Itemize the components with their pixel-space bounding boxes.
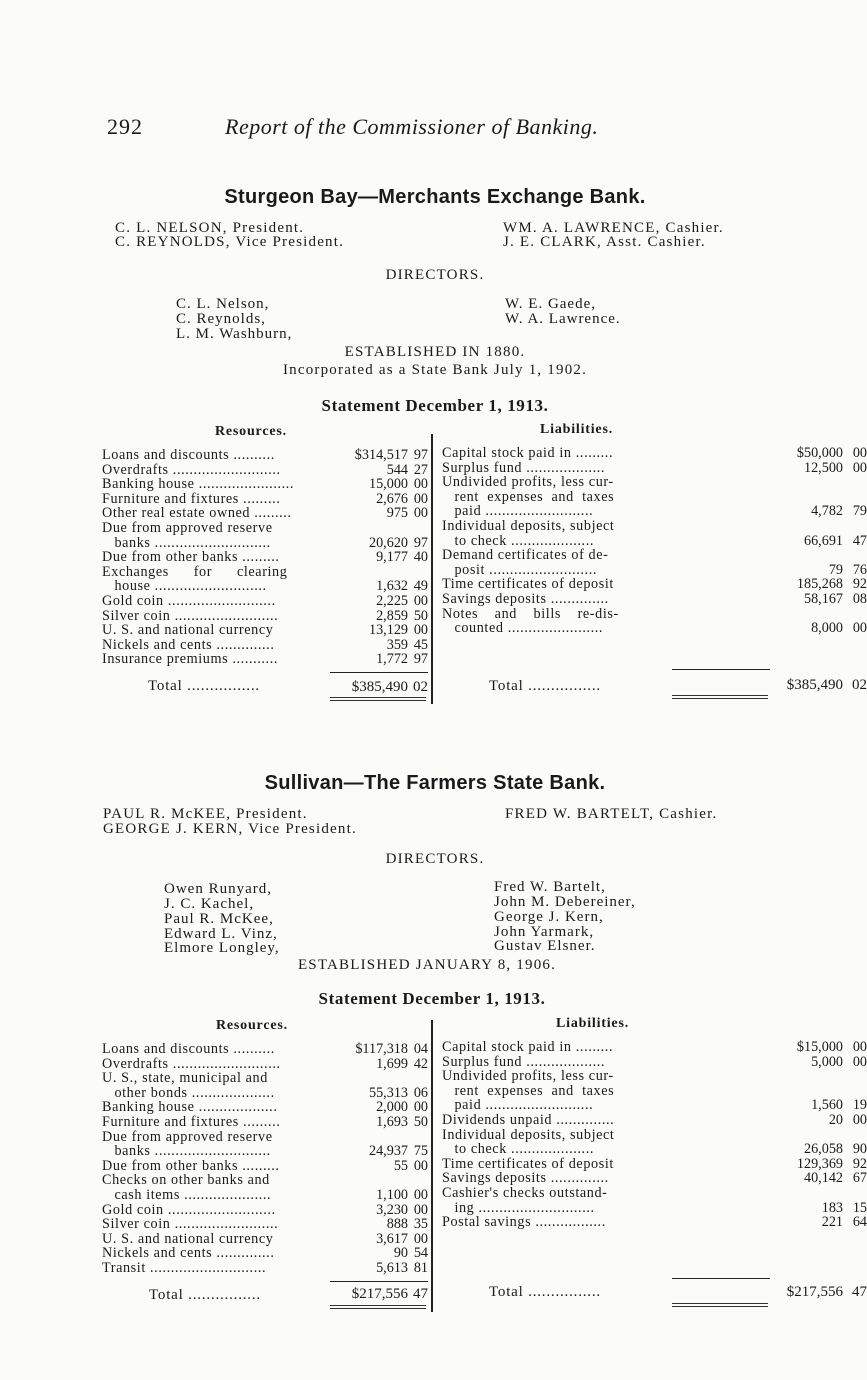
row-cents: 54 — [413, 1245, 428, 1262]
table-row — [102, 1246, 430, 1260]
table-row — [102, 1130, 430, 1144]
table-row — [102, 1217, 430, 1231]
row-label: Capital stock paid in ......... — [442, 1040, 614, 1054]
row-dollars: 185,268 — [796, 576, 843, 593]
total-rule — [330, 672, 428, 673]
row-cents: 00 — [852, 445, 867, 461]
table-row — [102, 536, 430, 550]
row-dollars: 55,313 — [368, 1084, 408, 1101]
row-label: Undivided profits, less cur- — [442, 475, 614, 490]
table-row — [102, 506, 430, 520]
row-label: Banking house ................... — [102, 1100, 278, 1115]
director: George J. Kern, — [494, 909, 604, 925]
row-dollars: 66,691 — [803, 532, 843, 549]
director: W. A. Lawrence. — [505, 311, 621, 327]
row-cents: 90 — [852, 1141, 867, 1158]
row-dollars: 13,129 — [368, 622, 408, 639]
total-label: Total ................ — [489, 1284, 601, 1300]
row-cents: 76 — [852, 561, 867, 578]
double-rule — [672, 695, 768, 699]
director: Gustav Elsner. — [494, 938, 596, 954]
director: Elmore Longley, — [164, 940, 280, 956]
table-row — [102, 492, 430, 506]
total-cents: 02 — [852, 677, 867, 693]
row-dollars: $15,000 — [796, 1039, 843, 1055]
row-dollars: 3,230 — [376, 1201, 408, 1218]
officer-president: PAUL R. McKEE, President. — [103, 806, 308, 822]
table-row — [102, 638, 430, 652]
row-dollars: 5,000 — [811, 1053, 843, 1070]
table-row — [102, 463, 430, 477]
total-label: Total ................ — [148, 678, 260, 694]
row-label: Surplus fund ................... — [442, 460, 606, 475]
table-row — [102, 1203, 430, 1217]
row-label: posit .......................... — [442, 562, 597, 577]
table-row — [442, 1069, 867, 1083]
row-cents: 00 — [413, 622, 428, 639]
column-divider — [431, 434, 433, 704]
table-row — [102, 1115, 430, 1129]
row-cents: 00 — [413, 1157, 428, 1174]
table-row — [442, 1201, 867, 1215]
total-row — [102, 680, 430, 694]
table-row — [102, 594, 430, 608]
row-cents: 45 — [413, 636, 428, 653]
row-cents: 97 — [413, 534, 428, 551]
liabilities-heading: Liabilities. — [556, 1016, 629, 1031]
row-label: Overdrafts .......................... — [102, 462, 281, 477]
row-cents: 19 — [852, 1097, 867, 1114]
officer-cashier: WM. A. LAWRENCE, Cashier. — [503, 220, 724, 236]
row-label: Gold coin .......................... — [102, 1202, 276, 1217]
row-label: Gold coin .......................... — [102, 594, 276, 608]
row-dollars: 1,693 — [376, 1114, 408, 1130]
total-dollars: $217,556 — [351, 1286, 408, 1302]
row-dollars: 544 — [386, 461, 408, 478]
total-label-text: Total — [489, 678, 524, 694]
table-row — [442, 1040, 867, 1054]
row-dollars: 183 — [821, 1199, 843, 1216]
row-dollars: 359 — [386, 636, 408, 653]
row-label: Undivided profits, less cur- — [442, 1069, 614, 1084]
row-label: Transit ............................ — [102, 1261, 267, 1275]
table-row — [102, 1086, 430, 1100]
row-label: Silver coin ......................... — [102, 1217, 279, 1232]
row-label: Furniture and fixtures ......... — [102, 1115, 281, 1129]
row-cents: 00 — [852, 459, 867, 476]
row-cents: 49 — [413, 578, 428, 595]
table-row — [442, 563, 867, 577]
director: J. C. Kachel, — [164, 896, 255, 912]
row-cents: 50 — [413, 1114, 428, 1130]
total-dollars: $385,490 — [351, 679, 408, 695]
statement-title: Statement December 1, 1913. — [321, 396, 549, 415]
row-cents: 00 — [413, 505, 428, 522]
row-label: Time certificates of deposit — [442, 577, 614, 592]
director: Fred W. Bartelt, — [494, 879, 606, 895]
liabilities-heading: Liabilities. — [540, 422, 613, 437]
row-label: Insurance premiums ........... — [102, 652, 278, 667]
table-row — [442, 490, 867, 504]
table-row — [102, 1057, 430, 1071]
row-cents: 00 — [413, 593, 428, 609]
row-cents: 81 — [413, 1260, 428, 1276]
table-row — [102, 1188, 430, 1202]
table-row — [102, 1071, 430, 1085]
table-row — [442, 534, 867, 548]
table-row — [102, 448, 430, 462]
established-line: ESTABLISHED IN 1880. — [344, 344, 526, 360]
row-label: banks ............................ — [102, 1144, 271, 1159]
row-label: Dividends unpaid .............. — [442, 1113, 615, 1127]
bank-title: Sullivan—The Farmers State Bank. — [264, 772, 606, 794]
row-cents: 00 — [413, 490, 428, 507]
table-row — [442, 1128, 867, 1142]
director: John M. Debereiner, — [494, 894, 636, 910]
row-dollars: $50,000 — [796, 445, 843, 461]
statement-title: Statement December 1, 1913. — [318, 989, 546, 1008]
row-label: Due from other banks ......... — [102, 1158, 280, 1173]
director: W. E. Gaede, — [505, 296, 596, 312]
row-cents: 00 — [413, 1201, 428, 1218]
row-dollars: 1,632 — [376, 578, 408, 595]
row-cents: 35 — [413, 1216, 428, 1233]
total-row — [442, 1285, 867, 1299]
row-dollars: 129,369 — [796, 1155, 843, 1172]
row-label: ing ............................ — [442, 1200, 595, 1215]
table-row — [442, 548, 867, 562]
table-row — [442, 621, 867, 635]
row-label: counted ....................... — [442, 621, 604, 636]
row-label: U. S. and national currency — [102, 623, 274, 638]
table-row — [442, 446, 867, 460]
row-cents: 92 — [852, 576, 867, 593]
row-cents: 06 — [413, 1084, 428, 1101]
table-row — [102, 623, 430, 637]
officer-cashier: FRED W. BARTELT, Cashier. — [505, 806, 718, 822]
row-label: Checks on other banks and — [102, 1173, 270, 1188]
table-row — [102, 521, 430, 535]
table-row — [102, 579, 430, 593]
row-label: Capital stock paid in ......... — [442, 446, 614, 460]
row-dollars: 1,560 — [811, 1097, 843, 1114]
row-dollars: 1,699 — [376, 1055, 408, 1072]
row-dollars: 2,000 — [376, 1099, 408, 1116]
row-label: to check .................... — [442, 533, 594, 548]
row-cents: 15 — [852, 1199, 867, 1216]
row-label: U. S., state, municipal and — [102, 1071, 268, 1086]
row-cents: 64 — [852, 1214, 867, 1231]
row-cents: 97 — [413, 447, 428, 463]
row-dollars: 79 — [828, 561, 843, 578]
table-row — [442, 592, 867, 606]
row-dollars: 221 — [821, 1214, 843, 1231]
resources-heading: Resources. — [216, 1018, 288, 1033]
row-dollars: 8,000 — [811, 620, 843, 637]
total-row — [442, 678, 867, 692]
table-row — [102, 1100, 430, 1114]
table-row — [102, 1232, 430, 1246]
total-rule — [672, 669, 770, 670]
row-label: to check .................... — [442, 1142, 594, 1157]
row-label: paid .......................... — [442, 504, 594, 519]
double-rule — [330, 1305, 426, 1309]
total-cents: 47 — [413, 1286, 428, 1302]
row-cents: 42 — [413, 1055, 428, 1072]
row-dollars: 12,500 — [803, 459, 843, 476]
row-dollars: 20,620 — [368, 534, 408, 551]
row-dollars: 5,613 — [376, 1260, 408, 1276]
table-row — [102, 1144, 430, 1158]
row-dollars: 26,058 — [803, 1141, 843, 1158]
row-label: Nickels and cents .............. — [102, 637, 275, 652]
table-row — [102, 1173, 430, 1187]
row-label: Banking house ....................... — [102, 477, 295, 492]
officer-vice-president: C. REYNOLDS, Vice President. — [115, 234, 345, 250]
row-label: Loans and discounts .......... — [102, 448, 275, 462]
row-dollars: 1,100 — [376, 1187, 408, 1203]
row-label: Nickels and cents .............. — [102, 1246, 275, 1261]
resources-heading: Resources. — [215, 424, 287, 439]
director: C. Reynolds, — [176, 311, 266, 327]
row-label: banks ............................ — [102, 535, 271, 550]
row-cents: 04 — [413, 1041, 428, 1057]
table-row — [102, 477, 430, 491]
bank-title: Sturgeon Bay—Merchants Exchange Bank. — [224, 186, 646, 208]
total-dollars: $385,490 — [786, 677, 843, 693]
table-row — [102, 609, 430, 623]
row-dollars: 2,859 — [376, 607, 408, 624]
total-row — [102, 1287, 430, 1301]
row-dollars: 15,000 — [368, 476, 408, 493]
row-label: Postal savings ................. — [442, 1215, 606, 1230]
row-cents: 75 — [413, 1143, 428, 1160]
director: Edward L. Vinz, — [164, 926, 278, 942]
table-row — [102, 652, 430, 666]
established-line: ESTABLISHED JANUARY 8, 1906. — [297, 957, 557, 973]
row-label: paid .......................... — [442, 1098, 594, 1113]
row-label: Savings deposits .............. — [442, 1171, 609, 1186]
total-rule — [672, 1278, 770, 1279]
officer-asst-cashier: J. E. CLARK, Asst. Cashier. — [503, 234, 706, 250]
row-label: Individual deposits, subject — [442, 519, 615, 533]
table-row — [102, 1261, 430, 1275]
row-cents: 67 — [852, 1170, 867, 1187]
row-cents: 00 — [852, 1053, 867, 1070]
row-cents: 79 — [852, 503, 867, 520]
row-cents: 92 — [852, 1155, 867, 1172]
row-cents: 97 — [413, 651, 428, 668]
director: C. L. Nelson, — [176, 296, 270, 312]
table-row — [442, 475, 867, 489]
row-dollars: 58,167 — [803, 591, 843, 607]
total-label: Total ................ — [489, 678, 601, 694]
row-label: U. S. and national currency — [102, 1231, 274, 1246]
page-header — [107, 114, 767, 144]
row-label: house ........................... — [102, 579, 267, 594]
row-label: Time certificates of deposit — [442, 1156, 614, 1171]
row-cents: 00 — [413, 1230, 428, 1247]
director: John Yarmark, — [494, 924, 595, 940]
director: L. M. Washburn, — [176, 326, 293, 342]
row-label: Exchanges for clearing — [102, 564, 288, 579]
incorporated-line: Incorporated as a State Bank July 1, 1902. — [282, 362, 588, 378]
row-label: Individual deposits, subject — [442, 1127, 615, 1142]
row-label: Notes and bills re-dis- — [442, 606, 619, 621]
row-label: Surplus fund ................... — [442, 1054, 606, 1069]
row-cents: 08 — [852, 591, 867, 607]
double-rule — [330, 697, 426, 701]
table-row — [442, 1215, 867, 1229]
table-row — [442, 1142, 867, 1156]
table-row — [442, 504, 867, 518]
director: Paul R. McKee, — [164, 911, 274, 927]
table-row — [442, 1055, 867, 1069]
row-cents: 00 — [852, 1039, 867, 1055]
row-cents: 00 — [852, 1112, 867, 1128]
row-dollars: 9,177 — [376, 549, 408, 566]
total-label-text: Total — [489, 1284, 524, 1300]
officer-vice-president: GEORGE J. KERN, Vice President. — [103, 821, 357, 837]
director: Owen Runyard, — [164, 881, 272, 897]
row-dollars: 40,142 — [803, 1170, 843, 1187]
total-label-text: Total — [149, 1287, 184, 1303]
row-dollars: 4,782 — [811, 503, 843, 520]
total-cents: 47 — [852, 1284, 867, 1300]
row-dollars: 888 — [386, 1216, 408, 1233]
table-row — [442, 1157, 867, 1171]
row-label: rent expenses and taxes — [442, 1083, 615, 1098]
row-cents: 00 — [852, 620, 867, 637]
page-number: 292 — [107, 114, 143, 139]
row-dollars: 2,225 — [376, 593, 408, 609]
total-cents: 02 — [413, 679, 428, 695]
row-label: Due from approved reserve — [102, 1129, 273, 1144]
row-dollars: 90 — [393, 1245, 408, 1262]
directors-heading: DIRECTORS. — [385, 267, 485, 283]
total-rule — [330, 1281, 428, 1282]
row-label: Due from other banks ......... — [102, 550, 280, 565]
row-label: Due from approved reserve — [102, 521, 273, 535]
table-row — [102, 1159, 430, 1173]
column-divider — [431, 1020, 433, 1312]
table-row — [442, 1186, 867, 1200]
row-label: cash items ..................... — [102, 1188, 272, 1202]
row-label: Overdrafts .......................... — [102, 1056, 281, 1071]
row-cents: 00 — [413, 1187, 428, 1203]
row-dollars: $314,517 — [354, 447, 408, 463]
row-label: Silver coin ......................... — [102, 608, 279, 623]
total-label-text: Total — [148, 678, 183, 694]
officer-president: C. L. NELSON, President. — [115, 220, 305, 236]
table-row — [442, 607, 867, 621]
double-rule — [672, 1303, 768, 1307]
table-row — [442, 519, 867, 533]
row-dollars: 2,676 — [376, 490, 408, 507]
row-dollars: 975 — [386, 505, 408, 522]
row-cents: 40 — [413, 549, 428, 566]
directors-heading: DIRECTORS. — [385, 851, 485, 867]
table-row — [442, 1171, 867, 1185]
row-dollars: 20 — [828, 1112, 843, 1128]
row-label: Furniture and fixtures ......... — [102, 491, 281, 506]
table-row — [442, 577, 867, 591]
table-row — [442, 1113, 867, 1127]
row-label: other bonds .................... — [102, 1085, 275, 1100]
row-cents: 50 — [413, 607, 428, 624]
total-label: Total ................ — [149, 1287, 261, 1303]
total-dollars: $217,556 — [786, 1284, 843, 1300]
row-label: rent expenses and taxes — [442, 489, 615, 504]
row-label: Demand certificates of de- — [442, 548, 609, 563]
row-cents: 27 — [413, 461, 428, 478]
row-label: Other real estate owned ......... — [102, 506, 292, 521]
row-dollars: $117,318 — [355, 1041, 408, 1057]
row-dollars: 3,617 — [376, 1230, 408, 1247]
table-row — [102, 565, 430, 579]
row-label: Savings deposits .............. — [442, 592, 609, 606]
row-cents: 47 — [852, 532, 867, 549]
table-row — [102, 550, 430, 564]
row-dollars: 24,937 — [368, 1143, 408, 1160]
running-title: Report of the Commissioner of Banking. — [225, 114, 599, 139]
row-dollars: 55 — [393, 1157, 408, 1174]
table-row — [442, 1084, 867, 1098]
row-cents: 00 — [413, 1099, 428, 1116]
row-cents: 00 — [413, 476, 428, 493]
row-label: Loans and discounts .......... — [102, 1042, 275, 1056]
table-row — [442, 461, 867, 475]
table-row — [102, 1042, 430, 1056]
row-label: Cashier's checks outstand- — [442, 1186, 608, 1200]
table-row — [442, 1098, 867, 1112]
row-dollars: 1,772 — [376, 651, 408, 668]
